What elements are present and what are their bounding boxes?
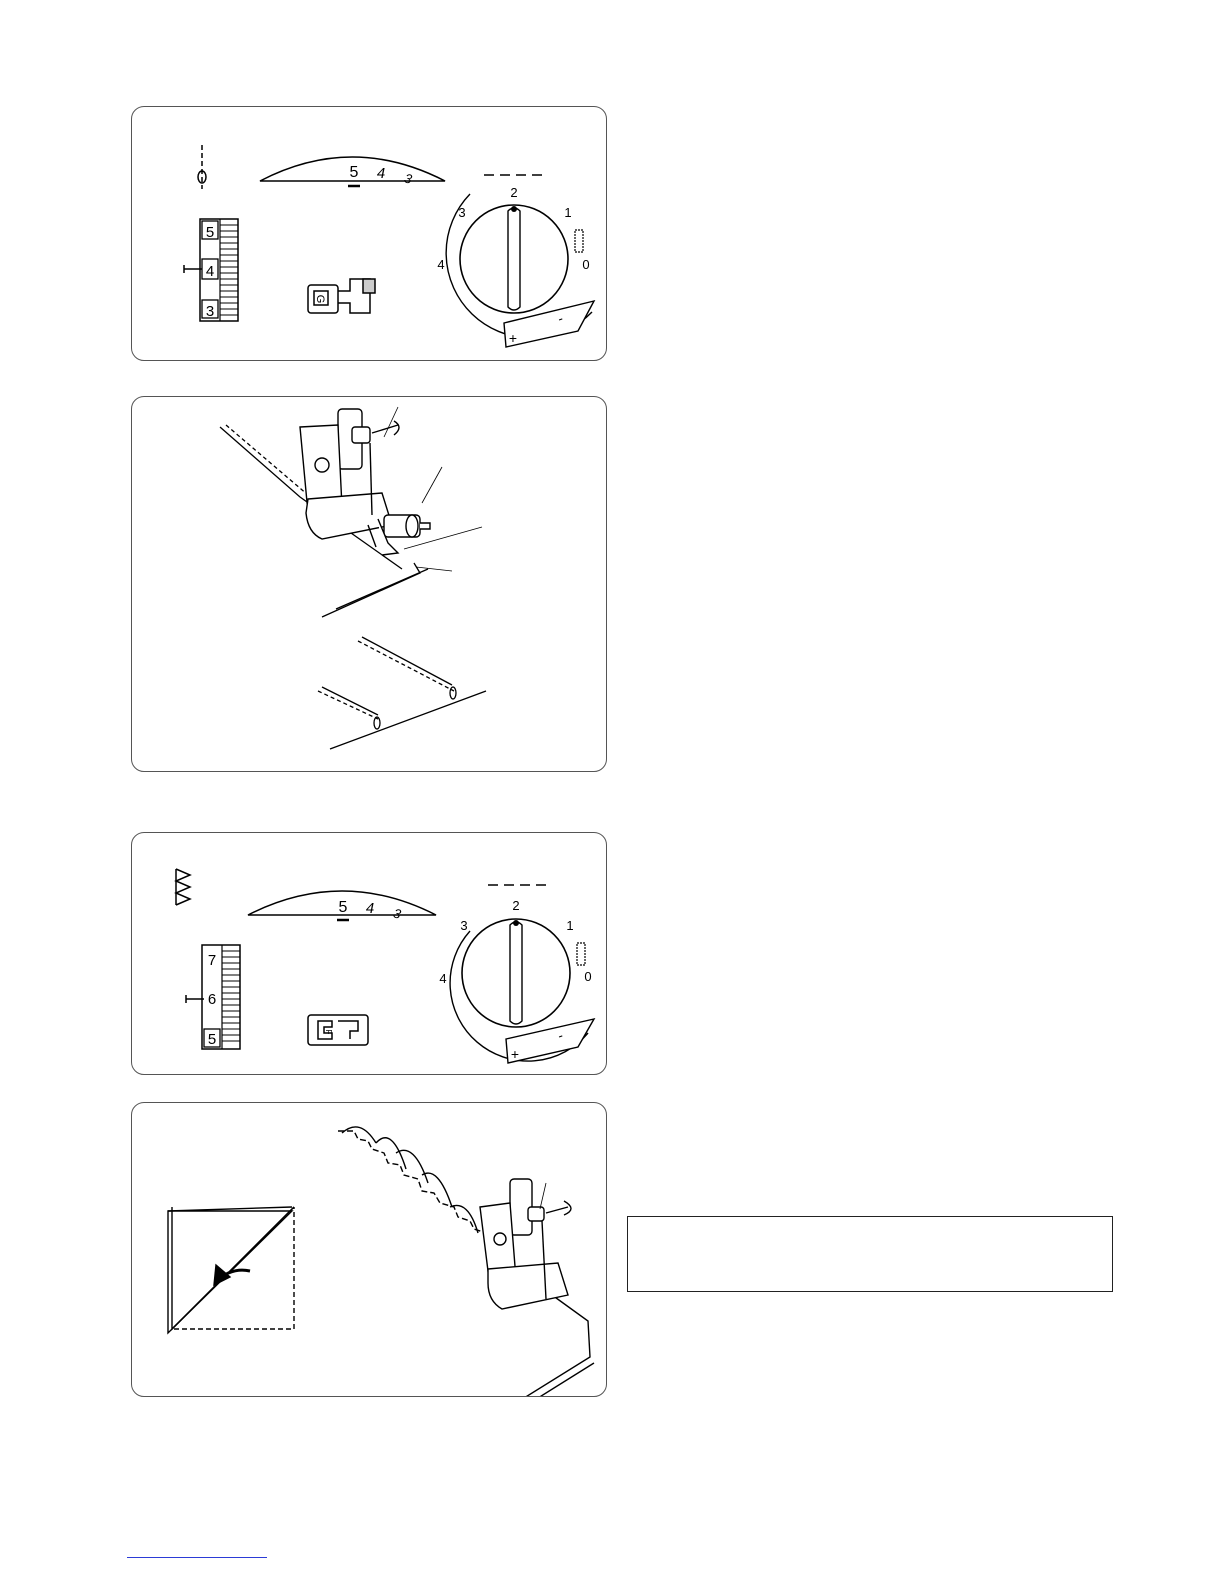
svg-text:2: 2 xyxy=(512,898,520,913)
folded-fabric-square xyxy=(168,1207,294,1333)
width-number-3: 3 xyxy=(402,170,414,187)
svg-text:1: 1 xyxy=(566,918,574,933)
tension-number-5: 5 xyxy=(205,224,215,241)
svg-text:4: 4 xyxy=(439,971,447,986)
svg-text:3: 3 xyxy=(460,918,468,933)
footer-link-underline[interactable] xyxy=(127,1557,267,1558)
tension-number-4: 4 xyxy=(205,263,215,280)
svg-text:6: 6 xyxy=(207,991,217,1008)
width-number-4: 4 xyxy=(376,165,386,182)
dial-mark-1: 1 xyxy=(564,205,572,220)
reference-leader-lines xyxy=(384,407,482,571)
thread-tension-gauge xyxy=(186,945,240,1049)
presser-foot-icon xyxy=(480,1179,571,1309)
tension-number-3: 3 xyxy=(205,303,215,320)
blind-hem-illustration-panel xyxy=(131,396,607,772)
thread-tension-gauge xyxy=(184,219,238,321)
dial-plus: + xyxy=(508,330,518,346)
svg-text:5: 5 xyxy=(207,1031,217,1048)
dial-mark-4: 4 xyxy=(437,257,445,272)
svg-text:3: 3 xyxy=(391,905,403,922)
svg-text:G: G xyxy=(314,294,326,304)
shell-tuck-illustration-panel xyxy=(131,1102,607,1397)
blind-hem-foot-g-icon xyxy=(308,279,375,313)
stitch-length-dial[interactable] xyxy=(439,885,594,1063)
width-number-5: 5 xyxy=(349,164,359,181)
stitch-length-dial[interactable] xyxy=(437,175,594,347)
svg-text:F: F xyxy=(324,1029,333,1035)
svg-text:-: - xyxy=(555,1026,566,1044)
shell-stitch-line xyxy=(338,1127,594,1396)
finished-blind-hem xyxy=(318,637,486,749)
svg-text:7: 7 xyxy=(207,952,217,969)
stitch-width-scale xyxy=(260,157,445,187)
svg-text:5: 5 xyxy=(338,899,348,916)
straight-stitch-icon xyxy=(198,145,206,189)
dial-mark-3: 3 xyxy=(458,205,466,220)
settings-panel-1 xyxy=(131,106,607,361)
blind-hem-foot-icon xyxy=(300,409,430,555)
dial-minus: - xyxy=(555,309,566,327)
note-box xyxy=(627,1216,1113,1292)
dial-mark-0: 0 xyxy=(582,257,590,272)
svg-text:0: 0 xyxy=(584,969,592,984)
dial-mark-2: 2 xyxy=(510,185,518,200)
shell-stitch-icon xyxy=(176,869,190,905)
svg-text:4: 4 xyxy=(365,900,375,917)
svg-text:+: + xyxy=(510,1046,520,1062)
stitch-width-scale xyxy=(248,891,436,922)
settings-panel-2 xyxy=(131,832,607,1075)
zigzag-foot-f-icon xyxy=(308,1015,368,1045)
